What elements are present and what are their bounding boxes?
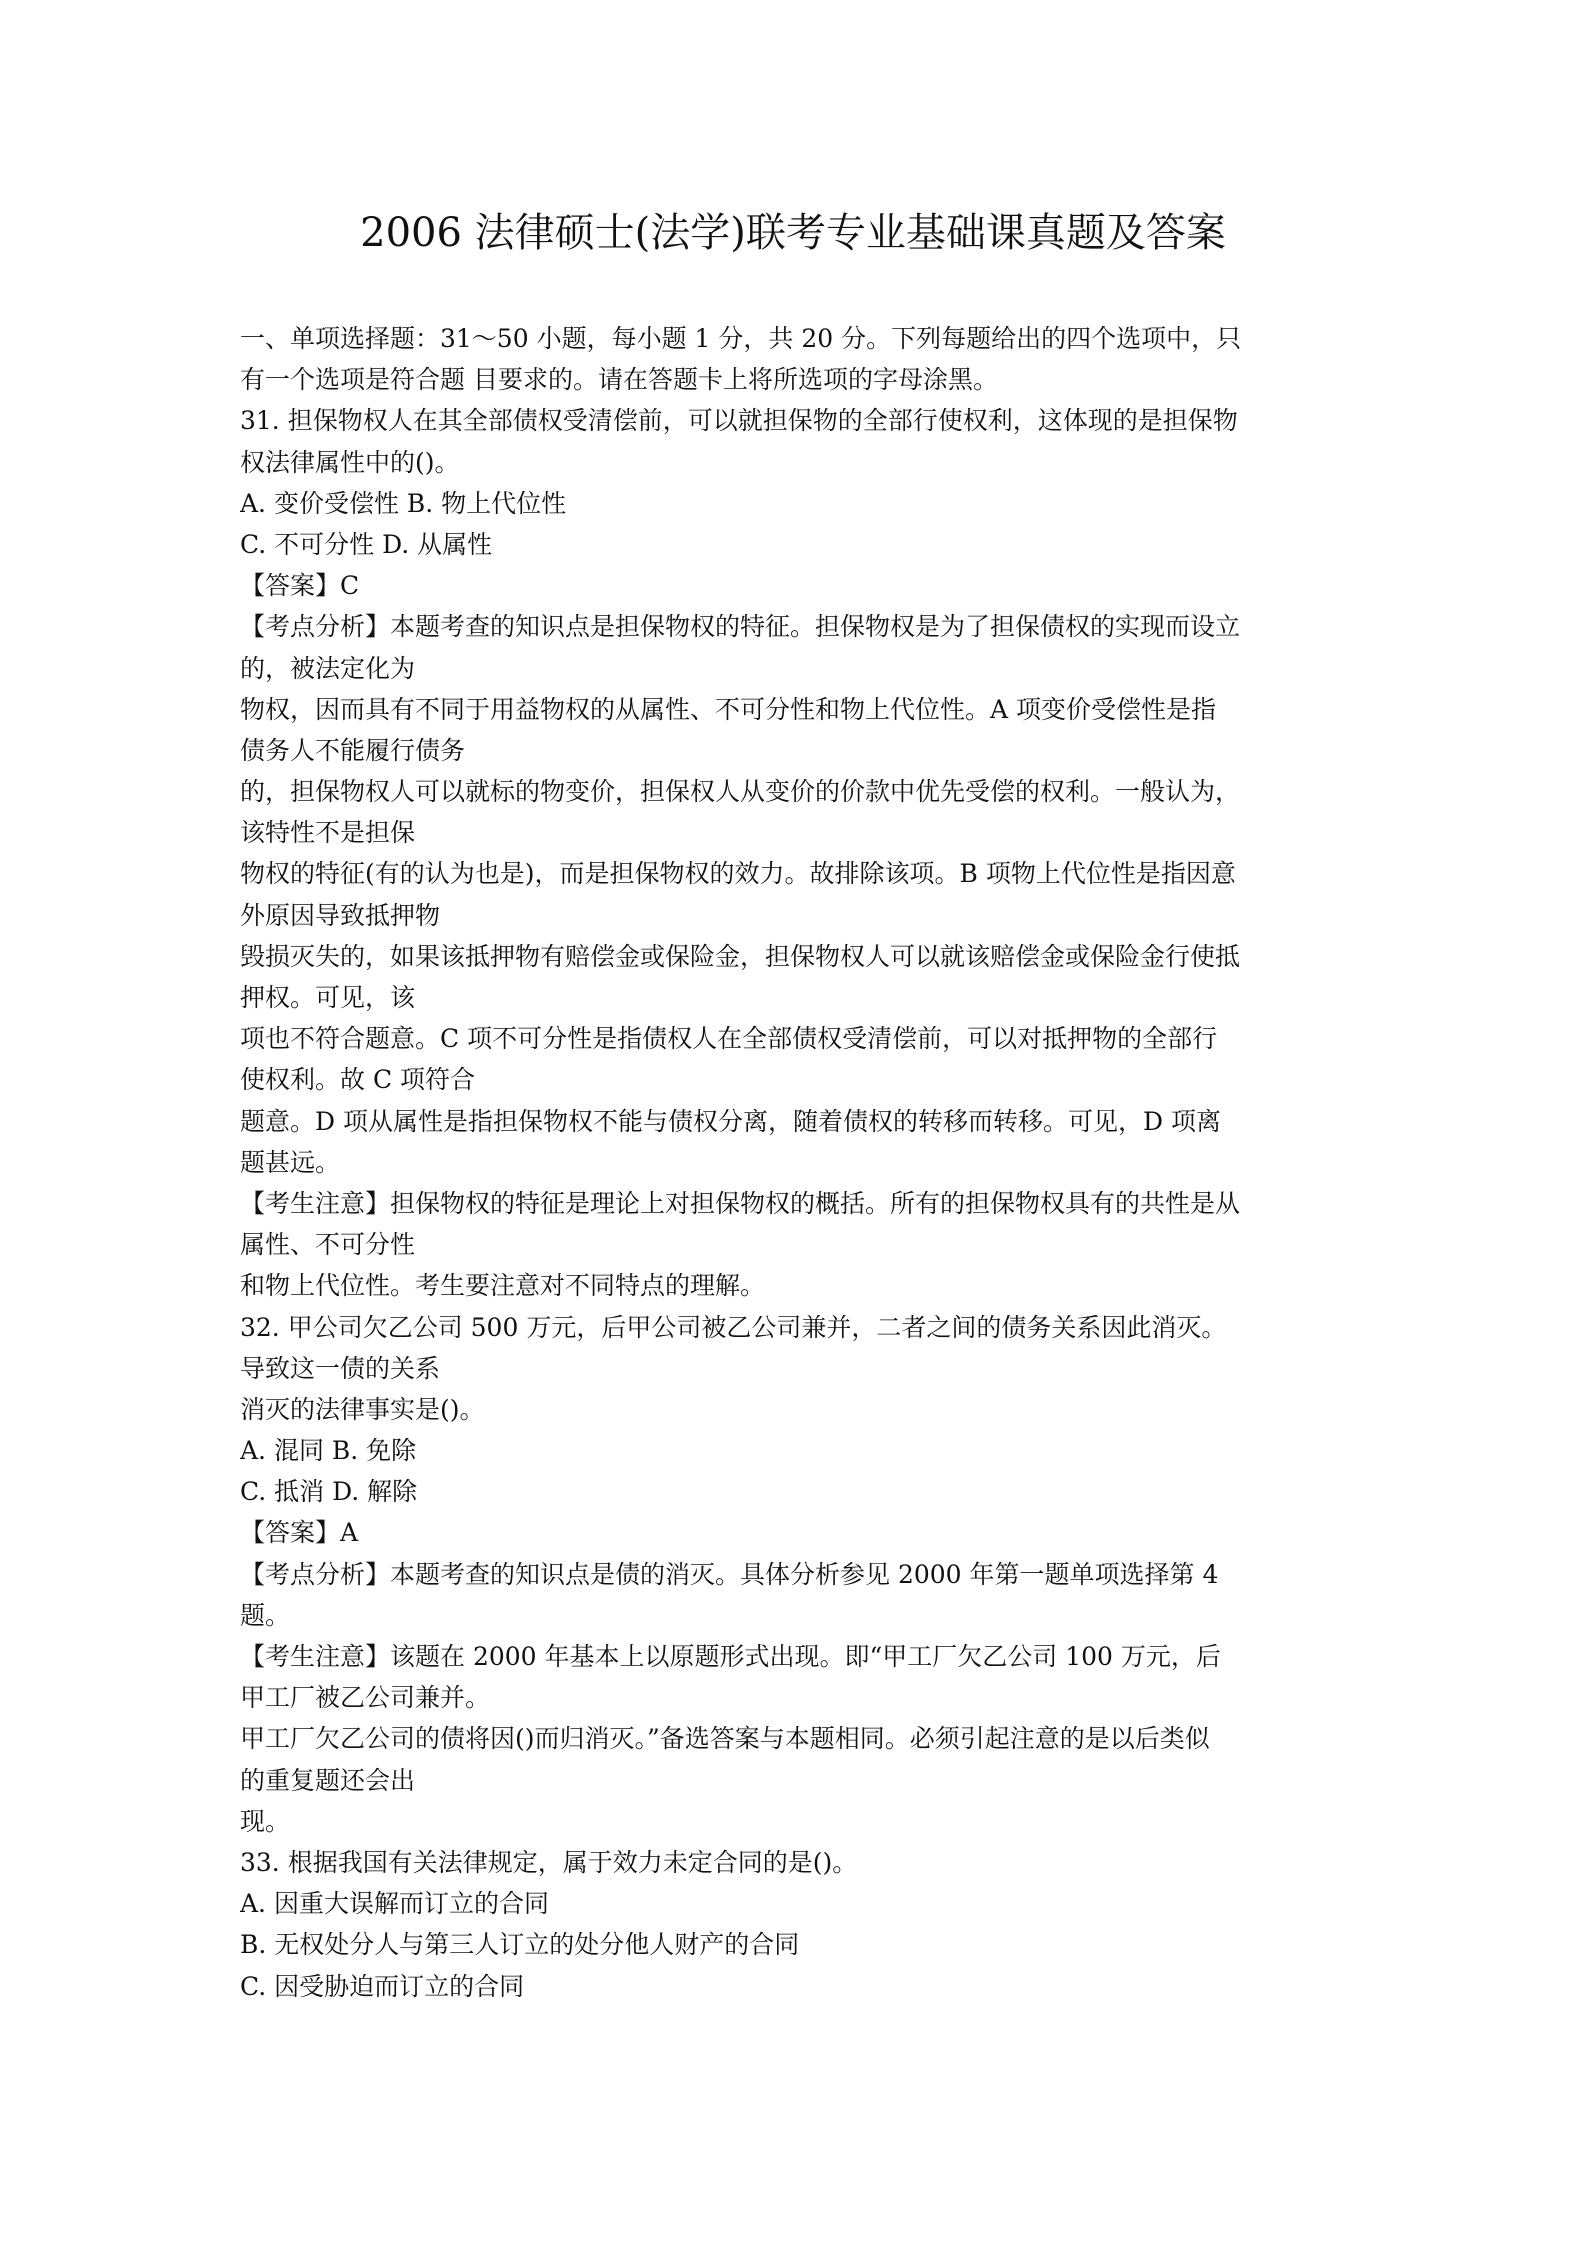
- text-line: 导致这一债的关系: [240, 1353, 441, 1383]
- text-line: 物权的特征(有的认为也是)，而是担保物权的效力。故排除该项。B 项物上代位性是指因意: [240, 859, 1236, 889]
- text-line: 外原因导致抵押物: [240, 900, 441, 930]
- text-line: B. 无权处分人与第三人订立的处分他人财产的合同: [240, 1930, 800, 1960]
- text-line: 押权。可见，该: [240, 983, 416, 1012]
- document-title: 2006 法律硕士(法学)联考专业基础课真题及答案: [360, 210, 1226, 256]
- text-line: 毁损灭失的，如果该抵押物有赔偿金或保险金，担保物权人可以就该赔偿金或保险金行使抵: [240, 941, 1241, 971]
- text-line: C. 因受胁迫而订立的合同: [240, 1971, 525, 2001]
- text-line: C. 不可分性 D. 从属性: [240, 529, 493, 559]
- text-line: 现。: [240, 1806, 291, 1836]
- text-line: 和物上代位性。考生要注意对不同特点的理解。: [240, 1271, 766, 1301]
- text-line: A. 变价受偿性 B. 物上代位性: [240, 488, 567, 518]
- text-line: C. 抵消 D. 解除: [240, 1477, 418, 1507]
- text-line: 【考生注意】担保物权的特征是理论上对担保物权的概括。所有的担保物权具有的共性是从: [240, 1188, 1241, 1218]
- text-line: 【考点分析】本题考查的知识点是担保物权的特征。担保物权是为了担保债权的实现而设立: [240, 612, 1241, 642]
- text-line: 有一个选项是符合题 目要求的。请在答题卡上将所选项的字母涂黑。: [240, 365, 998, 395]
- text-line: 33. 根据我国有关法律规定，属于效力未定合同的是()。: [240, 1847, 858, 1877]
- document-body: [240, 318, 1360, 2007]
- text-line: 甲工厂被乙公司兼并。: [240, 1683, 491, 1713]
- text-line: 题甚远。: [240, 1147, 341, 1177]
- text-line: 一、单项选择题：31～50 小题，每小题 1 分，共 20 分。下列每题给出的四个选项中，只: [240, 324, 1242, 353]
- text-line: 题。: [240, 1600, 291, 1630]
- text-line: 消灭的法律事实是()。: [240, 1394, 485, 1424]
- text-line: 【答案】C: [240, 571, 360, 601]
- text-line: 债务人不能履行债务: [240, 735, 466, 765]
- text-line: 的，被法定化为: [240, 653, 416, 683]
- text-line: 的重复题还会出: [240, 1765, 416, 1795]
- text-line: 项也不符合题意。C 项不可分性是指债权人在全部债权受清偿前，可以对抵押物的全部行: [240, 1024, 1218, 1054]
- text-line: 【考生注意】该题在 2000 年基本上以原题形式出现。即“甲工厂欠乙公司 100 万元，后: [240, 1642, 1221, 1671]
- text-line: A. 因重大误解而订立的合同: [240, 1889, 549, 1919]
- text-line: 物权，因而具有不同于用益物权的从属性、不可分性和物上代位性。A 项变价受偿性是指: [240, 694, 1217, 724]
- text-line: 该特性不是担保: [240, 818, 416, 848]
- text-line: 题意。D 项从属性是指担保物权不能与债权分离，随着债权的转移而转移。可见，D 项离: [240, 1106, 1221, 1136]
- text-line: A. 混同 B. 免除: [240, 1436, 417, 1466]
- text-line: 属性、不可分性: [240, 1230, 416, 1260]
- text-line: 32. 甲公司欠乙公司 500 万元，后甲公司被乙公司兼并，二者之间的债务关系因此消灭。: [240, 1312, 1227, 1342]
- text-line: 甲工厂欠乙公司的债将因()而归消灭。”备选答案与本题相同。必须引起注意的是以后类似: [240, 1724, 1210, 1754]
- text-line: 的，担保物权人可以就标的物变价，担保权人从变价的价款中优先受偿的权利。一般认为，: [240, 777, 1241, 807]
- text-line: 【考点分析】本题考查的知识点是债的消灭。具体分析参见 2000 年第一题单项选择第 4: [240, 1559, 1219, 1589]
- text-line: 31. 担保物权人在其全部债权受清偿前，可以就担保物的全部行使权利，这体现的是担保物: [240, 406, 1238, 436]
- text-line: 【答案】A: [240, 1518, 359, 1548]
- text-line: 使权利。故 C 项符合: [240, 1065, 476, 1095]
- text-line: 权法律属性中的()。: [240, 447, 460, 477]
